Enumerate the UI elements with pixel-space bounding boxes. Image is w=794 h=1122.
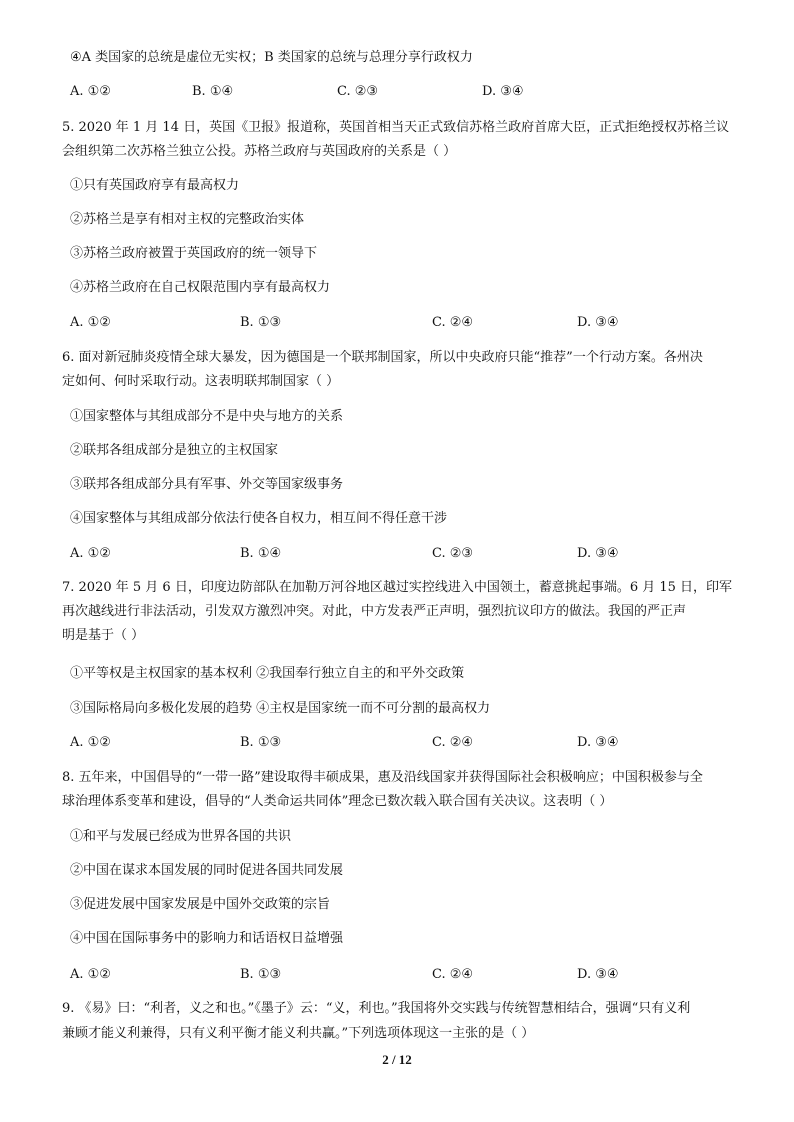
q8-option-1: ①和平与发展已经成为世界各国的共识	[70, 829, 292, 844]
q4-choice-b: B. ①④	[192, 84, 234, 99]
q6-choice-d: D. ③④	[577, 546, 619, 561]
q5-option-2: ②苏格兰是享有相对主权的完整政治实体	[70, 212, 305, 227]
q5-option-4: ④苏格兰政府在自己权限范围内享有最高权力	[70, 280, 331, 295]
q5-choice-a: A. ①②	[70, 315, 111, 330]
q8-option-2: ②中国在谋求本国发展的同时促进各国共同发展	[70, 863, 344, 878]
q7-option-row-2: ③国际格局向多极化发展的趋势 ④主权是国家统一而不可分割的最高权力	[70, 701, 491, 716]
q8-stem-line-1: 8. 五年来，中国倡导的“一带一路”建设取得丰硕成果，惠及沿线国家并获得国际社会积极响应；中国积极参与全	[62, 770, 703, 785]
q6-option-4: ④国家整体与其组成部分依法行使各自权力，相互间不得任意干涉	[70, 511, 448, 526]
q7-choice-a: A. ①②	[70, 735, 111, 750]
q7-choice-d: D. ③④	[577, 735, 619, 750]
q6-stem-line-1: 6. 面对新冠肺炎疫情全球大暴发，因为德国是一个联邦制国家，所以中央政府只能“推荐”一个行动方案。各州决	[62, 350, 703, 365]
q7-stem-line-2: 再次越线进行非法活动，引发双方激烈冲突。对此，中方发表严正声明，强烈抗议印方的做法。我国的严正声	[62, 604, 687, 619]
q6-stem-line-2: 定如何、何时采取行动。这表明联邦制国家（ ）	[62, 374, 340, 389]
q6-option-3: ③联邦各组成部分具有军事、外交等国家级事务	[70, 477, 344, 492]
q5-choice-c: C. ②④	[432, 315, 474, 330]
q9-stem-line-2: 兼顾才能义利兼得，只有义利平衡才能义利共赢。”下列选项体现这一主张的是（ ）	[62, 1026, 535, 1041]
q6-choice-a: A. ①②	[70, 546, 111, 561]
q5-option-1: ①只有英国政府享有最高权力	[70, 178, 240, 193]
page-number: 2 / 12	[382, 1052, 412, 1067]
q5-choice-b: B. ①③	[240, 315, 282, 330]
q7-choice-b: B. ①③	[240, 735, 282, 750]
q5-option-3: ③苏格兰政府被置于英国政府的统一领导下	[70, 246, 318, 261]
q7-option-row-1: ①平等权是主权国家的基本权利 ②我国奉行独立自主的和平外交政策	[70, 666, 465, 681]
q8-choice-d: D. ③④	[577, 967, 619, 982]
q4-choice-d: D. ③④	[482, 84, 524, 99]
q5-stem-line-2: 会组织第二次苏格兰独立公投。苏格兰政府与英国政府的关系是（ ）	[62, 144, 457, 159]
q7-choice-c: C. ②④	[432, 735, 474, 750]
q8-choice-b: B. ①③	[240, 967, 282, 982]
q6-choice-b: B. ①④	[240, 546, 282, 561]
q6-option-2: ②联邦各组成部分是独立的主权国家	[70, 443, 279, 458]
q8-option-3: ③促进发展中国家发展是中国外交政策的宗旨	[70, 897, 331, 912]
q6-option-1: ①国家整体与其组成部分不是中央与地方的关系	[70, 409, 344, 424]
q6-choice-c: C. ②③	[432, 546, 474, 561]
q8-option-4: ④中国在国际事务中的影响力和话语权日益增强	[70, 931, 344, 946]
q8-choice-c: C. ②④	[432, 967, 474, 982]
q7-stem-line-1: 7. 2020 年 5 月 6 日，印度边防部队在加勒万河谷地区越过实控线进入中国领土，蓄意挑起事端。6 月 15 日，印军	[62, 580, 733, 595]
q4-choice-c: C. ②③	[337, 84, 379, 99]
q8-stem-line-2: 球治理体系变革和建设，倡导的“人类命运共同体”理念已数次载入联合国有关决议。这表明（ ）	[62, 794, 613, 809]
q4-choice-a: A. ①②	[70, 84, 111, 99]
q5-stem-line-1: 5. 2020 年 1 月 14 日，英国《卫报》报道称，英国首相当天正式致信苏格兰政府首席大臣，正式拒绝授权苏格兰议	[62, 120, 730, 135]
q4-option-4: ④A 类国家的总统是虚位无实权；B 类国家的总统与总理分享行政权力	[70, 50, 473, 65]
q9-stem-line-1: 9. 《易》曰：“利者，义之和也。”《墨子》云：“义，利也。”我国将外交实践与传统智慧相结合，强调“只有义利	[62, 1001, 691, 1016]
q8-choice-a: A. ①②	[70, 967, 111, 982]
q5-choice-d: D. ③④	[577, 315, 619, 330]
q7-stem-line-3: 明是基于（ ）	[62, 628, 145, 643]
